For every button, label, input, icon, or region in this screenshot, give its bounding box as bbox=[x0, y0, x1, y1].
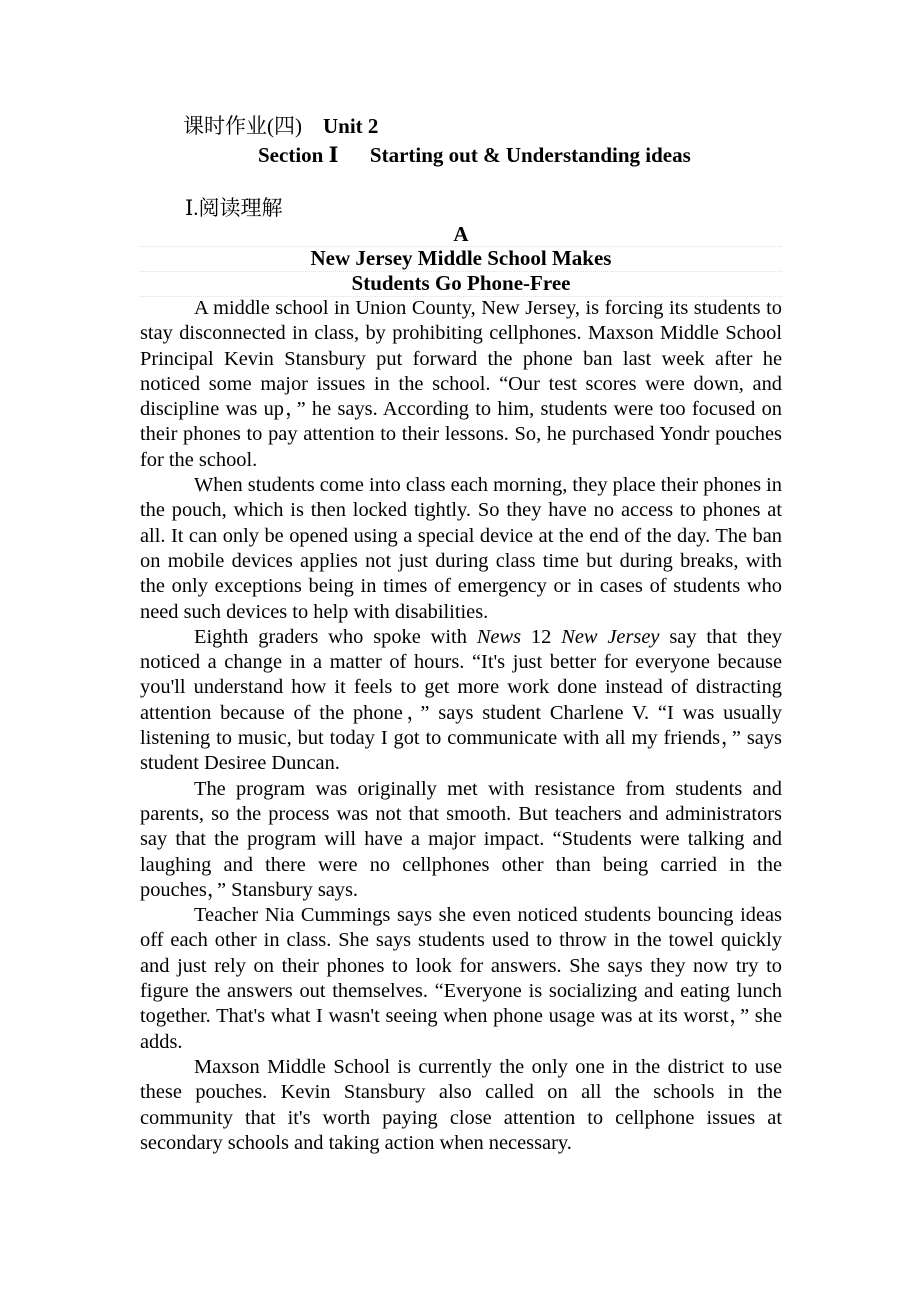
paragraph-text: When students come into class each morning, they place their phones in the pouch, which is then locked tightly. So they have no access to phones at all. It can only be opened using a special device at the end of the day. The ban on mobile devices applies not just during class time but during breaks, with the only exceptions being in times of emergency or in cases of students who need such devices to help with disabilities. bbox=[140, 474, 782, 623]
paragraph-text: 12 bbox=[521, 625, 562, 648]
passage-title-line: New Jersey Middle School Makes bbox=[310, 246, 612, 270]
unit-label: Unit 2 bbox=[323, 114, 379, 138]
paragraph-text: say that they noticed a change in a matter of hours. “It's just better for everyone because you'll understand how it feels to get more work done instead of distracting attention because of the phone，” says student Charlene V. “I was usually listening to music, but today I got to communicate with all my friends，” says student Desiree Duncan. bbox=[140, 625, 783, 775]
paragraph bbox=[140, 473, 782, 625]
lesson-label: 课时作业(四) bbox=[183, 114, 302, 138]
paragraph: Maxson Middle School is currently the only one in the district to use these pouches. Kevin Stansbury also called on all the schools in the community that it's worth paying close attention to cellphone issues at secondary schools and taking action when necessary. bbox=[140, 1055, 782, 1154]
section-label: Section Ⅰ bbox=[258, 143, 339, 167]
lesson-header bbox=[183, 112, 378, 140]
section-heading bbox=[258, 141, 691, 169]
paragraph: Teacher Nia Cummings says she even noticed students bouncing ideas off each other in class. She says students used to throw in the towel quickly and just rely on their phones to look for answers. She says they now try to figure the answers out themselves. “Everyone is socializing and eating lunch together. That's what I wasn't seeing when phone usage was at its worst，” she adds. bbox=[140, 904, 782, 1053]
passage-letter: A bbox=[453, 222, 469, 246]
passage-title-line: Students Go Phone-Free bbox=[351, 271, 571, 295]
news-name: News bbox=[476, 625, 522, 648]
paragraph-text: Eighth graders who spoke with bbox=[194, 625, 477, 648]
news-name: New Jersey bbox=[561, 625, 660, 648]
paragraph bbox=[140, 625, 782, 777]
part-label: Ⅰ.阅读理解 bbox=[185, 196, 283, 220]
passage-body bbox=[140, 296, 782, 1156]
paragraph: The program was originally met with resistance from students and parents, so the process was not that smooth. But teachers and administrators say that the program will have a major impact. “Students were talking and laughing and there were no cellphones other than being carried in the pouches，” Stansbury says. bbox=[140, 777, 782, 901]
paragraph: A middle school in Union County, New Jersey, is forcing its students to stay disconnected in class, by prohibiting cellphones. Maxson Middle School Principal Kevin Stansbury put forward the phone ban last week after he noticed some major issues in the school. “Our test scores were down, and discipline was up，” he says. According to him, students were too focused on their phones to pay attention to their lessons. So, he purchased Yondr pouches for the school. bbox=[140, 297, 782, 471]
passage-title bbox=[140, 246, 782, 296]
section-title: Starting out & Understanding ideas bbox=[369, 143, 691, 167]
